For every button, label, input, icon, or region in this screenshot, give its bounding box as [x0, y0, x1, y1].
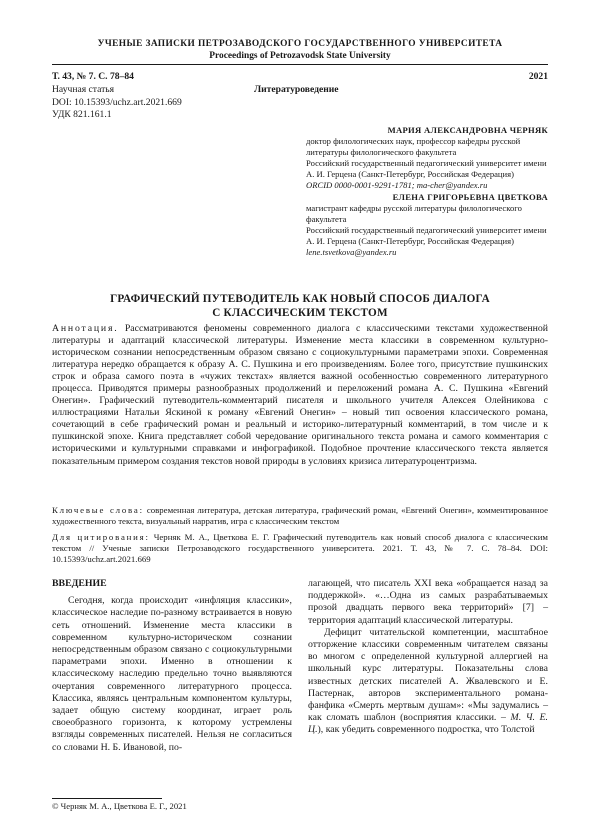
title-line: С КЛАССИЧЕСКИМ ТЕКСТОМ	[212, 306, 388, 319]
body-paragraph: лагающей, что писатель XXI века «обращается назад за поддержкой». «…Одна из самых разрабатываемых прозой двадцать первого века территорий» [7] – территория адаптаций классической литературы.	[308, 578, 548, 626]
author-degree: доктор филологических наук, профессор кафедры русской литературы филологического факультета	[306, 136, 521, 157]
author-affiliation: Российский государственный педагогический университет имени А. И. Герцена (Санкт-Петербург, Российская Федерация)	[306, 158, 547, 179]
footer-rule	[52, 798, 162, 799]
header-rule	[52, 64, 548, 65]
keywords-text: современная литература, детская литература, графический роман, «Евгений Онегин», комментированное художественного текста, визуальный нарратив, игра с классическим текстом	[52, 505, 548, 526]
volume-pages: Т. 43, № 7. С. 78–84	[52, 71, 134, 82]
citation-label: Для цитирования:	[52, 532, 150, 542]
section-name: Литературоведение	[254, 84, 339, 95]
doi: DOI: 10.15393/uchz.art.2021.669	[52, 96, 182, 108]
body-paragraph: Сегодня, когда происходит «инфляция классики», классическое наследие по-разному встраивается в новую сеть отношений. Изменение места классики в современном культурно-историческом сознании непосредственным образом связано с социокультурными параметрами эпохи. Именно в отношении к классическому наследию предельно точно выявляются очертания современного литературного процесса. Классика, являясь центральным компонентом культуры, задает общую систему координат, играет роль своеобразного горизонта, к которому устремлены взгляды современных писателей. Нельзя не согласиться со словами Н. Б. Ивановой, по-	[52, 595, 292, 753]
keywords	[52, 505, 548, 527]
section-heading: ВВЕДЕНИЕ	[52, 578, 107, 589]
body-text: Дефицит читательской компетенции, масштабное отторжение классики современным читателем связаны во многом с определенной культурной аллергией на школьный курс литературы. Показательны слова известных детских писателей А. Жвалевского и Е. Пастернак, авторов экспериментального романа-фанфика «Смерть мертвым душам»: «Мы задумались – как сломать шаблон (восприятия классики. –	[308, 626, 548, 724]
author-name: ЕЛЕНА ГРИГОРЬЕВНА ЦВЕТКОВА	[392, 192, 548, 202]
article-type: Научная статья	[52, 83, 115, 95]
article-meta	[52, 71, 182, 122]
author-degree: магистрант кафедры русской литературы филологического факультета	[306, 203, 522, 224]
author-contact: lene.tsvetkova@yandex.ru	[306, 247, 397, 257]
journal-name-en: Proceedings of Petrozavodsk State University	[209, 51, 391, 61]
keywords-label: Ключевые слова:	[52, 505, 144, 515]
year: 2021	[528, 71, 548, 82]
citation	[52, 532, 548, 565]
body-paragraph	[308, 627, 548, 737]
udk: УДК 821.161.1	[52, 109, 112, 121]
abstract-label: Аннотация.	[52, 323, 119, 334]
article-title	[52, 293, 548, 320]
author-name: МАРИЯ АЛЕКСАНДРОВНА ЧЕРНЯК	[387, 125, 548, 135]
body-column-right	[308, 578, 548, 737]
journal-header	[0, 38, 600, 62]
body-text-italic: М. Ч. Е. Ц.	[308, 712, 549, 736]
body-text: ), как убедить современного подростка, что Толстой	[317, 724, 535, 736]
copyright: © Черняк М. А., Цветкова Е. Г., 2021	[52, 801, 187, 811]
abstract-text: Рассматриваются феномены современного диалога с классическими текстами художественной литературы и адаптаций классической литературы. Изменение места классики в современном культурно-историческом сознании непосредственным образом связано с социокультурными параметрами эпохи. Современная литература нередко обращается к образу А. С. Пушкина и его произведениям. Более того, присутствие пушкинских строк и образа самого поэта в «чужих текстах» является важной особенностью современного литературного процесса. Приводятся примеры разнообразных продолжений и переложений романа А. С. Пушкина «Евгений Онегин». Графический путеводитель-комментарий писателя и школьного учителя Алексея Олейникова с иллюстрациями Натальи Яскиной к роману «Евгений Онегин» – новый тип освоения классического романа, сочетающий в себе графический роман и реальный и историко-литературный комментарий, в том числе и к пушкинской эпохе. Книга представляет собой чередование оригинального текста романа и самого комментария с историческими и культурными справками и инфографикой. Подобное прочтение классического текста является показательным примером создания текстов новой природы в условиях кризиса литературоцентризма.	[52, 323, 548, 467]
citation-text: Черняк М. А., Цветкова Е. Г. Графический путеводитель как новый способ диалога с классическим текстом // Ученые записки Петрозаводского государственного университета. 2021. Т. 43, № 7. С. 78–84. DOI: 10.15393/uchz.art.2021.669	[52, 532, 549, 564]
abstract	[52, 323, 548, 468]
authors-block	[306, 124, 548, 258]
body-column-left	[52, 578, 292, 754]
author-affiliation: Российский государственный педагогический университет имени А. И. Герцена (Санкт-Петербург, Российская Федерация)	[306, 225, 547, 246]
title-line: ГРАФИЧЕСКИЙ ПУТЕВОДИТЕЛЬ КАК НОВЫЙ СПОСОБ ДИАЛОГА	[110, 293, 490, 305]
author-contact: ORCID 0000-0001-9291-1781; ma-cher@yandex.ru	[306, 180, 488, 190]
journal-name-ru: УЧЕНЫЕ ЗАПИСКИ ПЕТРОЗАВОДСКОГО ГОСУДАРСТВЕННОГО УНИВЕРСИТЕТА	[97, 39, 503, 49]
